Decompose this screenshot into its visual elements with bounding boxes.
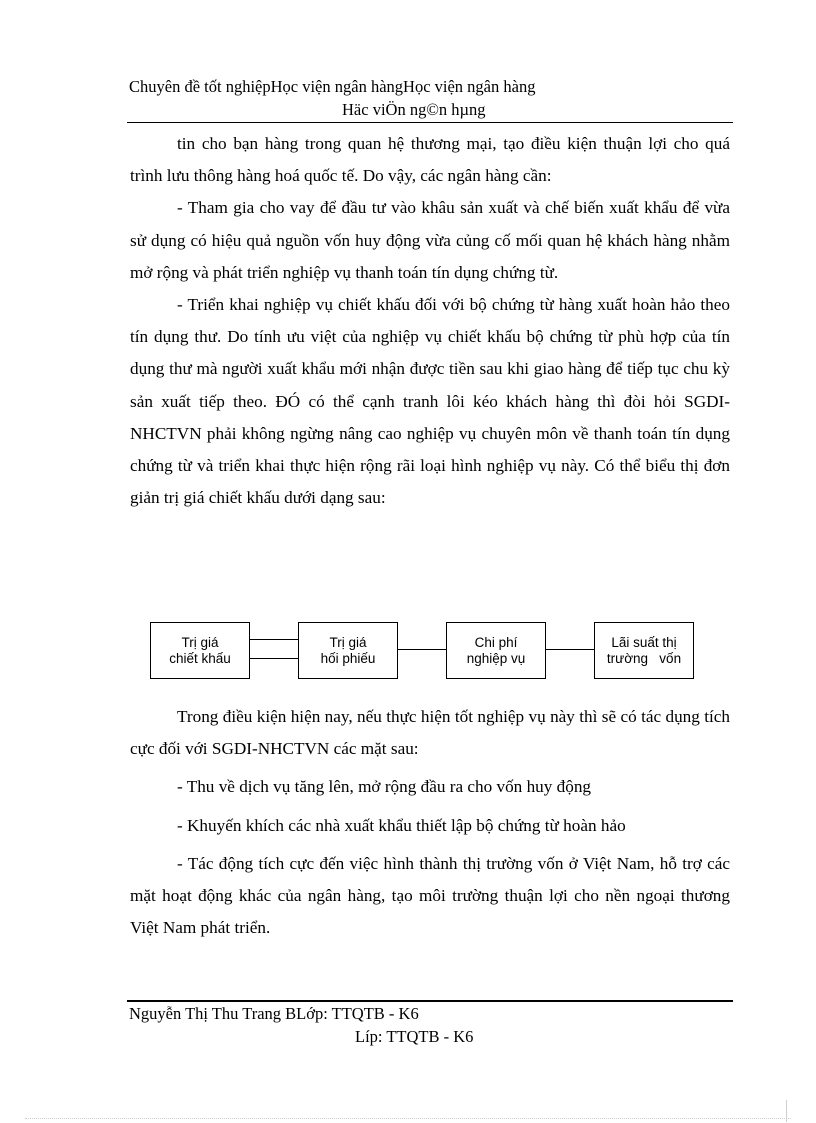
diagram-box-label: chiết khấu	[169, 650, 231, 666]
diagram-connector	[249, 639, 298, 640]
paragraph: - Triển khai nghiệp vụ chiết khấu đối với bộ chứng từ hàng xuất hoàn hảo theo tín dụng thư. Do tính ưu việt của nghiệp vụ chiết khấu bộ chứng từ phù hợp của tín dụng thư mà người xuất khẩu mới nhận được tiền sau khi giao hàng để tiếp tục chu kỳ sản xuất tiếp theo. ĐÓ có thể cạnh tranh lôi kéo khách hàng thì đòi hỏi SGDI-NHCTVN phải không ngừng nâng cao nghiệp vụ chuyên môn về thanh toán tín dụng chứng từ và triển khai thực hiện rộng rãi loại hình nghiệp vụ này. Có thể biểu thị đơn giản trị giá chiết khấu dưới dạng sau:	[130, 295, 730, 508]
diagram-box-label: trường vốn	[606, 650, 682, 666]
diagram-box-label: Trị giá	[181, 634, 219, 650]
page-corner-mark	[786, 1100, 787, 1122]
header-rule	[127, 122, 733, 123]
paragraph: Trong điều kiện hiện nay, nếu thực hiện tốt nghiệp vụ này thì sẽ có tác dụng tích cực đối với SGDI-NHCTVN các mặt sau:	[130, 707, 730, 759]
page-edge-dotted	[25, 1118, 791, 1119]
footer-rule	[127, 1000, 733, 1002]
diagram-box-bill-value	[298, 622, 398, 679]
bullet-item: - Tác động tích cực đến việc hình thành thị trường vốn ở Việt Nam, hỗ trợ các mặt hoạt động khác của ngân hàng, tạo môi trường thuận lợi cho nền ngoại thương Việt Nam phát triển.	[130, 853, 730, 938]
diagram-box-discount-value	[150, 622, 250, 679]
header-title: Chuyên đề tốt nghiệpHọc viện ngân hàngHọc viện ngân hàng	[129, 77, 536, 96]
diagram-connector	[545, 649, 594, 650]
diagram-box-label: Chi phí	[474, 634, 518, 650]
diagram-connector	[249, 658, 298, 659]
diagram-box-label: Lãi suất thị	[611, 634, 677, 650]
footer-class: Líp: TTQTB - K6	[355, 1027, 474, 1046]
body-section-1	[130, 128, 730, 514]
body-section-2	[130, 701, 730, 944]
bullet-item: - Thu về dịch vụ tăng lên, mở rộng đầu ra cho vốn huy động	[177, 777, 592, 797]
diagram-box-service-cost	[446, 622, 546, 679]
header-subtitle: Häc viÖn ng©n hµng	[342, 100, 486, 119]
bullet-item: - Khuyến khích các nhà xuất khẩu thiết lập bộ chứng từ hoàn hảo	[177, 815, 626, 835]
diagram-box-label: nghiệp vụ	[466, 650, 526, 666]
footer-author: Nguyễn Thị Thu Trang BLớp: TTQTB - K6	[129, 1004, 419, 1023]
paragraph: tin cho bạn hàng trong quan hệ thương mại, tạo điều kiện thuận lợi cho quá trình lưu thông hàng hoá quốc tế. Do vậy, các ngân hàng cần:	[130, 134, 730, 186]
diagram-box-label: hối phiếu	[320, 650, 376, 666]
diagram-box-label: Trị giá	[329, 634, 367, 650]
diagram-box-interest-rate	[594, 622, 694, 679]
paragraph: - Tham gia cho vay để đầu tư vào khâu sản xuất và chế biến xuất khẩu để vừa sử dụng có hiệu quả nguồn vốn huy động vừa củng cố mối quan hệ khách hàng nhằm mở rộng và phát triển nghiệp vụ thanh toán tín dụng chứng từ.	[130, 198, 730, 282]
diagram-connector	[397, 649, 446, 650]
